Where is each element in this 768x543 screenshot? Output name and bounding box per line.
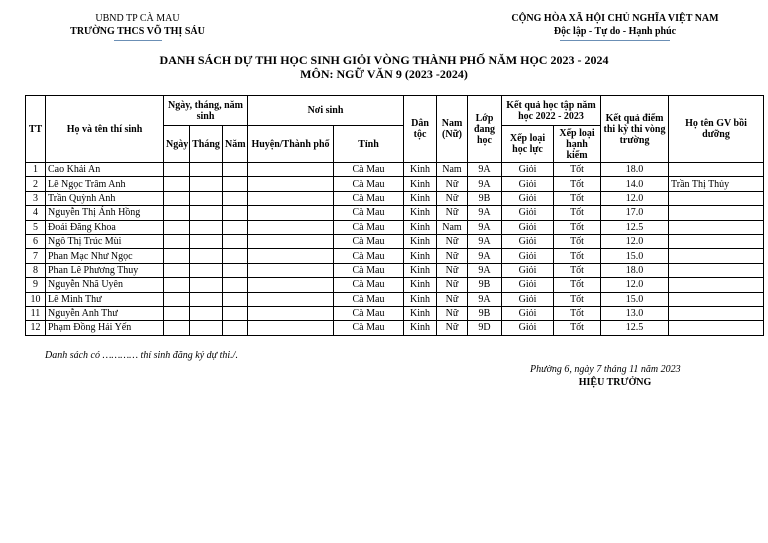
cell-province: Cà Mau xyxy=(334,206,404,220)
cell-name: Phan Mạc Như Ngọc xyxy=(46,249,164,263)
document-title xyxy=(0,53,768,81)
cell-score: 12.0 xyxy=(601,234,669,248)
cell-teacher xyxy=(669,206,764,220)
cell-academic: Giỏi xyxy=(502,263,554,277)
cell-district xyxy=(248,206,334,220)
cell-class: 9B xyxy=(468,278,502,292)
cell-district xyxy=(248,163,334,177)
cell-teacher xyxy=(669,292,764,306)
cell-ethnicity: Kinh xyxy=(404,249,437,263)
cell-gender: Nữ xyxy=(437,206,468,220)
cell-province: Cà Mau xyxy=(334,321,404,335)
cell-conduct: Tốt xyxy=(554,163,601,177)
table-row xyxy=(26,191,764,205)
cell-name: Nguyễn Anh Thư xyxy=(46,306,164,320)
cell-year xyxy=(223,306,248,320)
table-row xyxy=(26,292,764,306)
cell-gender: Nữ xyxy=(437,263,468,277)
cell-district xyxy=(248,220,334,234)
issuer-block xyxy=(40,12,235,41)
col-name: Họ và tên thí sinh xyxy=(46,96,164,163)
cell-teacher: Trần Thị Thủy xyxy=(669,177,764,191)
title-line-1: DANH SÁCH DỰ THI HỌC SINH GIỎI VÒNG THÀNH PHỐ NĂM HỌC 2023 - 2024 xyxy=(159,53,609,67)
cell-tt: 5 xyxy=(26,220,46,234)
table-row xyxy=(26,177,764,191)
cell-teacher xyxy=(669,306,764,320)
cell-year xyxy=(223,206,248,220)
national-name: CỘNG HÒA XÃ HỘI CHỦ NGHĨA VIỆT NAM xyxy=(511,13,719,24)
title-line-2: MÔN: NGỮ VĂN 9 (2023 -2024) xyxy=(300,67,468,81)
cell-gender: Nữ xyxy=(437,321,468,335)
cell-gender: Nữ xyxy=(437,249,468,263)
table-row xyxy=(26,263,764,277)
cell-tt: 7 xyxy=(26,249,46,263)
cell-tt: 1 xyxy=(26,163,46,177)
cell-month xyxy=(190,278,223,292)
cell-day xyxy=(164,306,190,320)
cell-tt: 10 xyxy=(26,292,46,306)
cell-academic: Giỏi xyxy=(502,321,554,335)
cell-score: 18.0 xyxy=(601,263,669,277)
cell-conduct: Tốt xyxy=(554,263,601,277)
national-motto-block xyxy=(490,12,740,41)
cell-day xyxy=(164,234,190,248)
cell-tt: 4 xyxy=(26,206,46,220)
cell-province: Cà Mau xyxy=(334,249,404,263)
cell-month xyxy=(190,191,223,205)
cell-conduct: Tốt xyxy=(554,292,601,306)
cell-conduct: Tốt xyxy=(554,234,601,248)
cell-province: Cà Mau xyxy=(334,234,404,248)
cell-class: 9A xyxy=(468,206,502,220)
col-year: Năm xyxy=(223,126,248,163)
cell-ethnicity: Kinh xyxy=(404,220,437,234)
cell-ethnicity: Kinh xyxy=(404,163,437,177)
cell-tt: 3 xyxy=(26,191,46,205)
table-row xyxy=(26,249,764,263)
col-month: Tháng xyxy=(190,126,223,163)
cell-name: Lê Ngọc Trâm Anh xyxy=(46,177,164,191)
cell-district xyxy=(248,249,334,263)
cell-class: 9A xyxy=(468,177,502,191)
cell-day xyxy=(164,177,190,191)
cell-ethnicity: Kinh xyxy=(404,234,437,248)
cell-teacher xyxy=(669,191,764,205)
col-academic: Xếp loại học lực xyxy=(502,126,554,163)
cell-month xyxy=(190,306,223,320)
cell-class: 9A xyxy=(468,234,502,248)
cell-tt: 9 xyxy=(26,278,46,292)
cell-score: 13.0 xyxy=(601,306,669,320)
cell-gender: Nữ xyxy=(437,278,468,292)
cell-teacher xyxy=(669,278,764,292)
cell-day xyxy=(164,263,190,277)
cell-academic: Giỏi xyxy=(502,220,554,234)
cell-score: 15.0 xyxy=(601,292,669,306)
cell-year xyxy=(223,234,248,248)
cell-day xyxy=(164,191,190,205)
col-result: Kết quả học tập năm học 2022 - 2023 xyxy=(502,96,601,126)
cell-conduct: Tốt xyxy=(554,206,601,220)
cell-name: Nguyễn Nhã Uyên xyxy=(46,278,164,292)
cell-score: 17.0 xyxy=(601,206,669,220)
cell-month xyxy=(190,206,223,220)
cell-ethnicity: Kinh xyxy=(404,191,437,205)
cell-conduct: Tốt xyxy=(554,177,601,191)
cell-day xyxy=(164,220,190,234)
cell-score: 18.0 xyxy=(601,163,669,177)
cell-month xyxy=(190,292,223,306)
col-conduct: Xếp loại hạnh kiểm xyxy=(554,126,601,163)
cell-district xyxy=(248,263,334,277)
cell-conduct: Tốt xyxy=(554,278,601,292)
cell-academic: Giỏi xyxy=(502,292,554,306)
cell-district xyxy=(248,292,334,306)
cell-year xyxy=(223,163,248,177)
cell-academic: Giỏi xyxy=(502,191,554,205)
cell-academic: Giỏi xyxy=(502,206,554,220)
cell-name: Phạm Đồng Hải Yến xyxy=(46,321,164,335)
table-row xyxy=(26,306,764,320)
cell-name: Phan Lê Phương Thuy xyxy=(46,263,164,277)
cell-class: 9A xyxy=(468,263,502,277)
cell-conduct: Tốt xyxy=(554,321,601,335)
cell-gender: Nam xyxy=(437,220,468,234)
cell-district xyxy=(248,234,334,248)
cell-year xyxy=(223,191,248,205)
signer-title: HIỆU TRƯỞNG xyxy=(578,377,652,388)
cell-class: 9A xyxy=(468,292,502,306)
cell-province: Cà Mau xyxy=(334,278,404,292)
col-province: Tỉnh xyxy=(334,126,404,163)
cell-year xyxy=(223,177,248,191)
cell-day xyxy=(164,292,190,306)
candidate-table xyxy=(25,95,764,336)
table-row xyxy=(26,220,764,234)
cell-tt: 2 xyxy=(26,177,46,191)
cell-score: 12.5 xyxy=(601,220,669,234)
cell-class: 9B xyxy=(468,191,502,205)
cell-month xyxy=(190,234,223,248)
cell-year xyxy=(223,249,248,263)
table-header xyxy=(26,96,764,163)
count-note: Danh sách có ………… thí sinh đăng ký dự thi./. xyxy=(45,350,238,361)
col-tt: TT xyxy=(26,96,46,163)
cell-gender: Nam xyxy=(437,163,468,177)
place-date: Phường 6, ngày 7 tháng 11 năm 2023 xyxy=(530,364,681,375)
col-gender: Nam (Nữ) xyxy=(437,96,468,163)
col-day: Ngày xyxy=(164,126,190,163)
cell-gender: Nữ xyxy=(437,234,468,248)
cell-ethnicity: Kinh xyxy=(404,263,437,277)
col-district: Huyện/Thành phố xyxy=(248,126,334,163)
table-row xyxy=(26,234,764,248)
col-birthplace: Nơi sinh xyxy=(248,96,404,126)
cell-month xyxy=(190,163,223,177)
cell-conduct: Tốt xyxy=(554,191,601,205)
cell-year xyxy=(223,278,248,292)
cell-name: Trần Quỳnh Anh xyxy=(46,191,164,205)
cell-class: 9A xyxy=(468,163,502,177)
cell-gender: Nữ xyxy=(437,177,468,191)
cell-conduct: Tốt xyxy=(554,249,601,263)
cell-province: Cà Mau xyxy=(334,263,404,277)
cell-day xyxy=(164,278,190,292)
cell-year xyxy=(223,263,248,277)
cell-month xyxy=(190,177,223,191)
cell-name: Nguyễn Thị Ánh Hồng xyxy=(46,206,164,220)
cell-district xyxy=(248,177,334,191)
cell-tt: 11 xyxy=(26,306,46,320)
cell-day xyxy=(164,163,190,177)
cell-tt: 6 xyxy=(26,234,46,248)
cell-conduct: Tốt xyxy=(554,220,601,234)
cell-ethnicity: Kinh xyxy=(404,306,437,320)
cell-ethnicity: Kinh xyxy=(404,321,437,335)
cell-name: Ngô Thị Trúc Mùi xyxy=(46,234,164,248)
col-class: Lớp đang học xyxy=(468,96,502,163)
table-row xyxy=(26,321,764,335)
cell-gender: Nữ xyxy=(437,191,468,205)
cell-ethnicity: Kinh xyxy=(404,206,437,220)
cell-academic: Giỏi xyxy=(502,278,554,292)
cell-name: Cao Khải An xyxy=(46,163,164,177)
cell-district xyxy=(248,321,334,335)
cell-academic: Giỏi xyxy=(502,306,554,320)
cell-gender: Nữ xyxy=(437,306,468,320)
cell-year xyxy=(223,220,248,234)
cell-province: Cà Mau xyxy=(334,306,404,320)
cell-score: 15.0 xyxy=(601,249,669,263)
cell-score: 14.0 xyxy=(601,177,669,191)
cell-province: Cà Mau xyxy=(334,177,404,191)
cell-tt: 8 xyxy=(26,263,46,277)
col-school-exam: Kết quả điểm thi kỳ thi vòng trường xyxy=(601,96,669,163)
cell-class: 9A xyxy=(468,220,502,234)
cell-academic: Giỏi xyxy=(502,234,554,248)
cell-teacher xyxy=(669,163,764,177)
cell-score: 12.0 xyxy=(601,278,669,292)
cell-ethnicity: Kinh xyxy=(404,177,437,191)
cell-conduct: Tốt xyxy=(554,306,601,320)
cell-year xyxy=(223,321,248,335)
cell-district xyxy=(248,306,334,320)
cell-province: Cà Mau xyxy=(334,292,404,306)
cell-gender: Nữ xyxy=(437,292,468,306)
cell-class: 9D xyxy=(468,321,502,335)
cell-class: 9B xyxy=(468,306,502,320)
cell-academic: Giỏi xyxy=(502,163,554,177)
col-dob: Ngày, tháng, năm sinh xyxy=(164,96,248,126)
motto-underline xyxy=(560,40,670,41)
table-row xyxy=(26,163,764,177)
cell-teacher xyxy=(669,321,764,335)
issuer-authority: UBND TP CÀ MAU xyxy=(95,13,180,24)
cell-year xyxy=(223,292,248,306)
cell-day xyxy=(164,321,190,335)
cell-ethnicity: Kinh xyxy=(404,292,437,306)
cell-teacher xyxy=(669,263,764,277)
cell-province: Cà Mau xyxy=(334,163,404,177)
cell-score: 12.0 xyxy=(601,191,669,205)
cell-day xyxy=(164,249,190,263)
cell-teacher xyxy=(669,249,764,263)
cell-ethnicity: Kinh xyxy=(404,278,437,292)
cell-day xyxy=(164,206,190,220)
cell-month xyxy=(190,220,223,234)
cell-score: 12.5 xyxy=(601,321,669,335)
cell-district xyxy=(248,278,334,292)
cell-month xyxy=(190,263,223,277)
cell-academic: Giỏi xyxy=(502,249,554,263)
issuer-underline xyxy=(114,40,162,41)
cell-name: Đoái Đăng Khoa xyxy=(46,220,164,234)
col-ethnicity: Dân tộc xyxy=(404,96,437,163)
cell-class: 9A xyxy=(468,249,502,263)
table-body xyxy=(26,163,764,336)
cell-teacher xyxy=(669,234,764,248)
cell-academic: Giỏi xyxy=(502,177,554,191)
table-row xyxy=(26,278,764,292)
cell-month xyxy=(190,249,223,263)
table-row xyxy=(26,206,764,220)
cell-name: Lê Minh Thư xyxy=(46,292,164,306)
cell-month xyxy=(190,321,223,335)
cell-tt: 12 xyxy=(26,321,46,335)
cell-province: Cà Mau xyxy=(334,220,404,234)
cell-district xyxy=(248,191,334,205)
cell-teacher xyxy=(669,220,764,234)
cell-province: Cà Mau xyxy=(334,191,404,205)
national-motto: Độc lập - Tự do - Hạnh phúc xyxy=(553,26,677,37)
col-teacher: Họ tên GV bồi dưỡng xyxy=(669,96,764,163)
issuer-school: TRƯỜNG THCS VÕ THỊ SÁU xyxy=(70,26,205,37)
